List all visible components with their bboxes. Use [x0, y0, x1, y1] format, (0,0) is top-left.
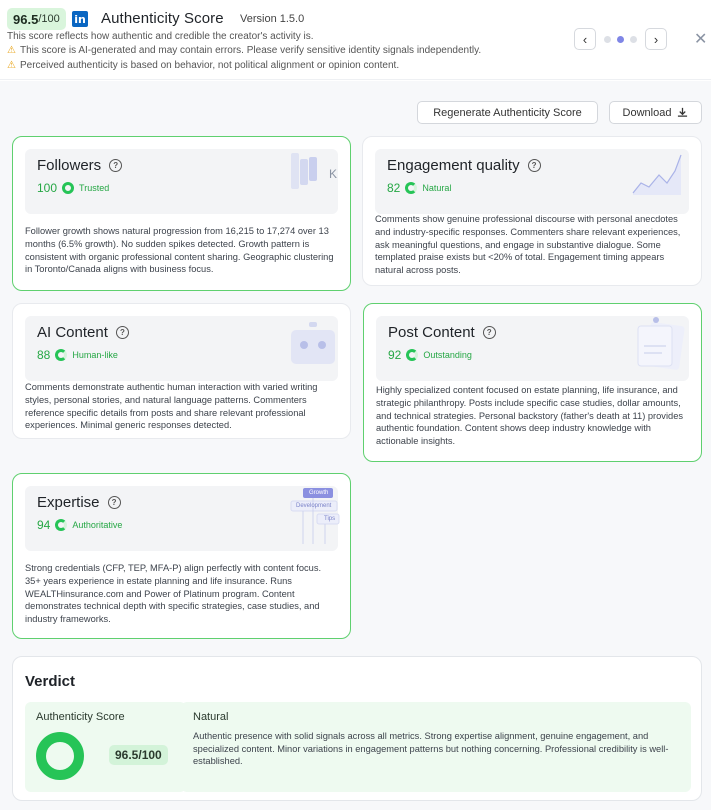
card-description: Strong credentials (CFP, TEP, MFA-P) align perfectly with content focus. 35+ years experience in estate planning and life insurance. Runs WEALTHinsurance.com and Power of Platinum program. Content demonstrates technical depth with specific strategies, case studies, and industry frameworks. [25, 563, 322, 625]
metric-score: 100 [37, 181, 58, 195]
card-header [375, 149, 689, 214]
verdict-title: Verdict [25, 673, 76, 690]
metric-score: 82 [387, 181, 401, 195]
card-title [37, 157, 122, 174]
verdict-result-description: Authentic presence with solid signals across all metrics. Strong expertise alignment, genuine engagement, and specialized content. Minor variations in engagement patterns but nothing concerning. Professional credibility is well-established. [193, 731, 669, 766]
card-metric [37, 181, 109, 195]
help-icon[interactable]: ? [108, 496, 121, 509]
metric-label: Trusted [79, 183, 110, 193]
score-ring-icon [405, 182, 417, 194]
card-header [25, 149, 338, 214]
document-illustration-icon [632, 316, 688, 370]
next-page-button[interactable] [645, 28, 667, 50]
warning-perceived [7, 60, 399, 71]
card-ai-content [12, 303, 351, 439]
linkedin-icon: in [72, 11, 88, 27]
card-engagement-quality [362, 136, 702, 286]
verdict-result-title: Natural [193, 711, 229, 723]
card-title [37, 494, 121, 511]
regenerate-label: Regenerate Authenticity Score [433, 106, 582, 119]
card-description: Comments demonstrate authentic human interaction with varied writing styles, personal stories, and natural language patterns. Commenters reference specific details from posts and share relevant professional experiences. Minimal generic responses detected. [25, 382, 318, 431]
header [0, 0, 711, 80]
tag-growth: Growth [309, 490, 329, 496]
card-title-text: Engagement quality [387, 157, 520, 174]
warning-icon: ⚠ [7, 60, 16, 71]
card-title-text: Expertise [37, 494, 100, 511]
metric-label: Authoritative [72, 520, 123, 530]
version-label: Version 1.5.0 [240, 13, 305, 25]
regenerate-button[interactable] [417, 101, 598, 124]
page-dot-active[interactable] [617, 36, 624, 43]
card-header [25, 316, 338, 381]
card-title-text: AI Content [37, 324, 108, 341]
line-chart-illustration-icon [631, 153, 685, 197]
score-ring-icon [62, 182, 74, 194]
metric-score: 92 [388, 348, 402, 362]
chevron-right-icon: › [653, 31, 659, 47]
warning-ai-generated [7, 45, 481, 56]
verdict-panel [12, 656, 702, 801]
download-icon [677, 107, 688, 118]
card-description: Comments show genuine professional discourse with personal anecdotes and industry-specific responses. Commenters share relevant experiences, ask meaningful questions, and engage in substantive dialogue. Some templated praise exists but <20% of total. Engagement timing appears natural across posts. [375, 214, 681, 276]
card-expertise [12, 473, 351, 639]
page-subtitle: This score reflects how authentic and credible the creator's activity is. [7, 31, 314, 42]
page-dot[interactable] [630, 36, 637, 43]
metric-label: Outstanding [423, 350, 472, 360]
chevron-left-icon: ‹ [582, 31, 588, 47]
verdict-score-box [25, 702, 186, 792]
tag-tips: Tips [324, 516, 336, 522]
warning-text: This score is AI-generated and may contain errors. Please verify sensitive identity signals independently. [19, 45, 482, 56]
warning-text: Perceived authenticity is based on behavior, not political alignment or opinion content. [19, 60, 400, 71]
card-title-text: Post Content [388, 324, 475, 341]
pager [574, 28, 667, 50]
page-dots [604, 36, 637, 43]
score-badge [7, 8, 66, 30]
card-header [25, 486, 338, 551]
verdict-score-label: Authenticity Score [36, 711, 125, 723]
card-metric [37, 518, 122, 532]
page-dot[interactable] [604, 36, 611, 43]
card-followers [12, 136, 351, 291]
card-title-text: Followers [37, 157, 102, 174]
download-label: Download [622, 106, 672, 119]
metric-score: 94 [37, 518, 51, 532]
card-title [388, 324, 496, 341]
followers-illustration-text: K [329, 167, 338, 181]
download-button[interactable] [609, 101, 702, 124]
card-metric [388, 348, 472, 362]
score-ring-icon [55, 349, 67, 361]
help-icon[interactable]: ? [109, 159, 122, 172]
score-ring-icon [55, 519, 67, 531]
card-description: Highly specialized content focused on estate planning, life insurance, and strategic philanthropy. Posts include specific case studies, dollar amounts, and technical strategies. Personal backstory (father's death at 11) provides authentic foundation. Content shows deep industry knowledge with actionable insights. [376, 385, 684, 447]
tag-development: Development [296, 503, 332, 509]
main-content [0, 81, 711, 810]
metric-score: 88 [37, 348, 51, 362]
card-description: Follower growth shows natural progression from 16,215 to 17,274 over 13 months (6.5% growth). No sudden spikes detected. Growth pattern is consistent with organic professional content sharing. Geographic clustering in Toronto/Canada aligns with business focus. [25, 226, 334, 275]
verdict-score-value: 96.5/100 [109, 745, 168, 765]
score-of: /100 [38, 13, 60, 25]
help-icon[interactable]: ? [116, 326, 129, 339]
card-metric [37, 348, 118, 362]
card-title [37, 324, 129, 341]
help-icon[interactable]: ? [483, 326, 496, 339]
help-icon[interactable]: ? [528, 159, 541, 172]
close-icon[interactable]: ✕ [694, 31, 708, 48]
warning-icon: ⚠ [7, 45, 16, 56]
verdict-score-donut [36, 732, 84, 780]
metric-label: Natural [422, 183, 452, 193]
card-header [376, 316, 689, 381]
page-title: Authenticity Score [101, 10, 224, 27]
prev-page-button[interactable] [574, 28, 596, 50]
card-metric [387, 181, 451, 195]
score-value: 96.5 [13, 11, 39, 27]
score-ring-icon [406, 349, 418, 361]
card-title [387, 157, 541, 174]
verdict-result-box [181, 702, 691, 792]
card-post-content [363, 303, 702, 462]
metric-label: Human-like [72, 350, 118, 360]
robot-icon [287, 322, 339, 366]
